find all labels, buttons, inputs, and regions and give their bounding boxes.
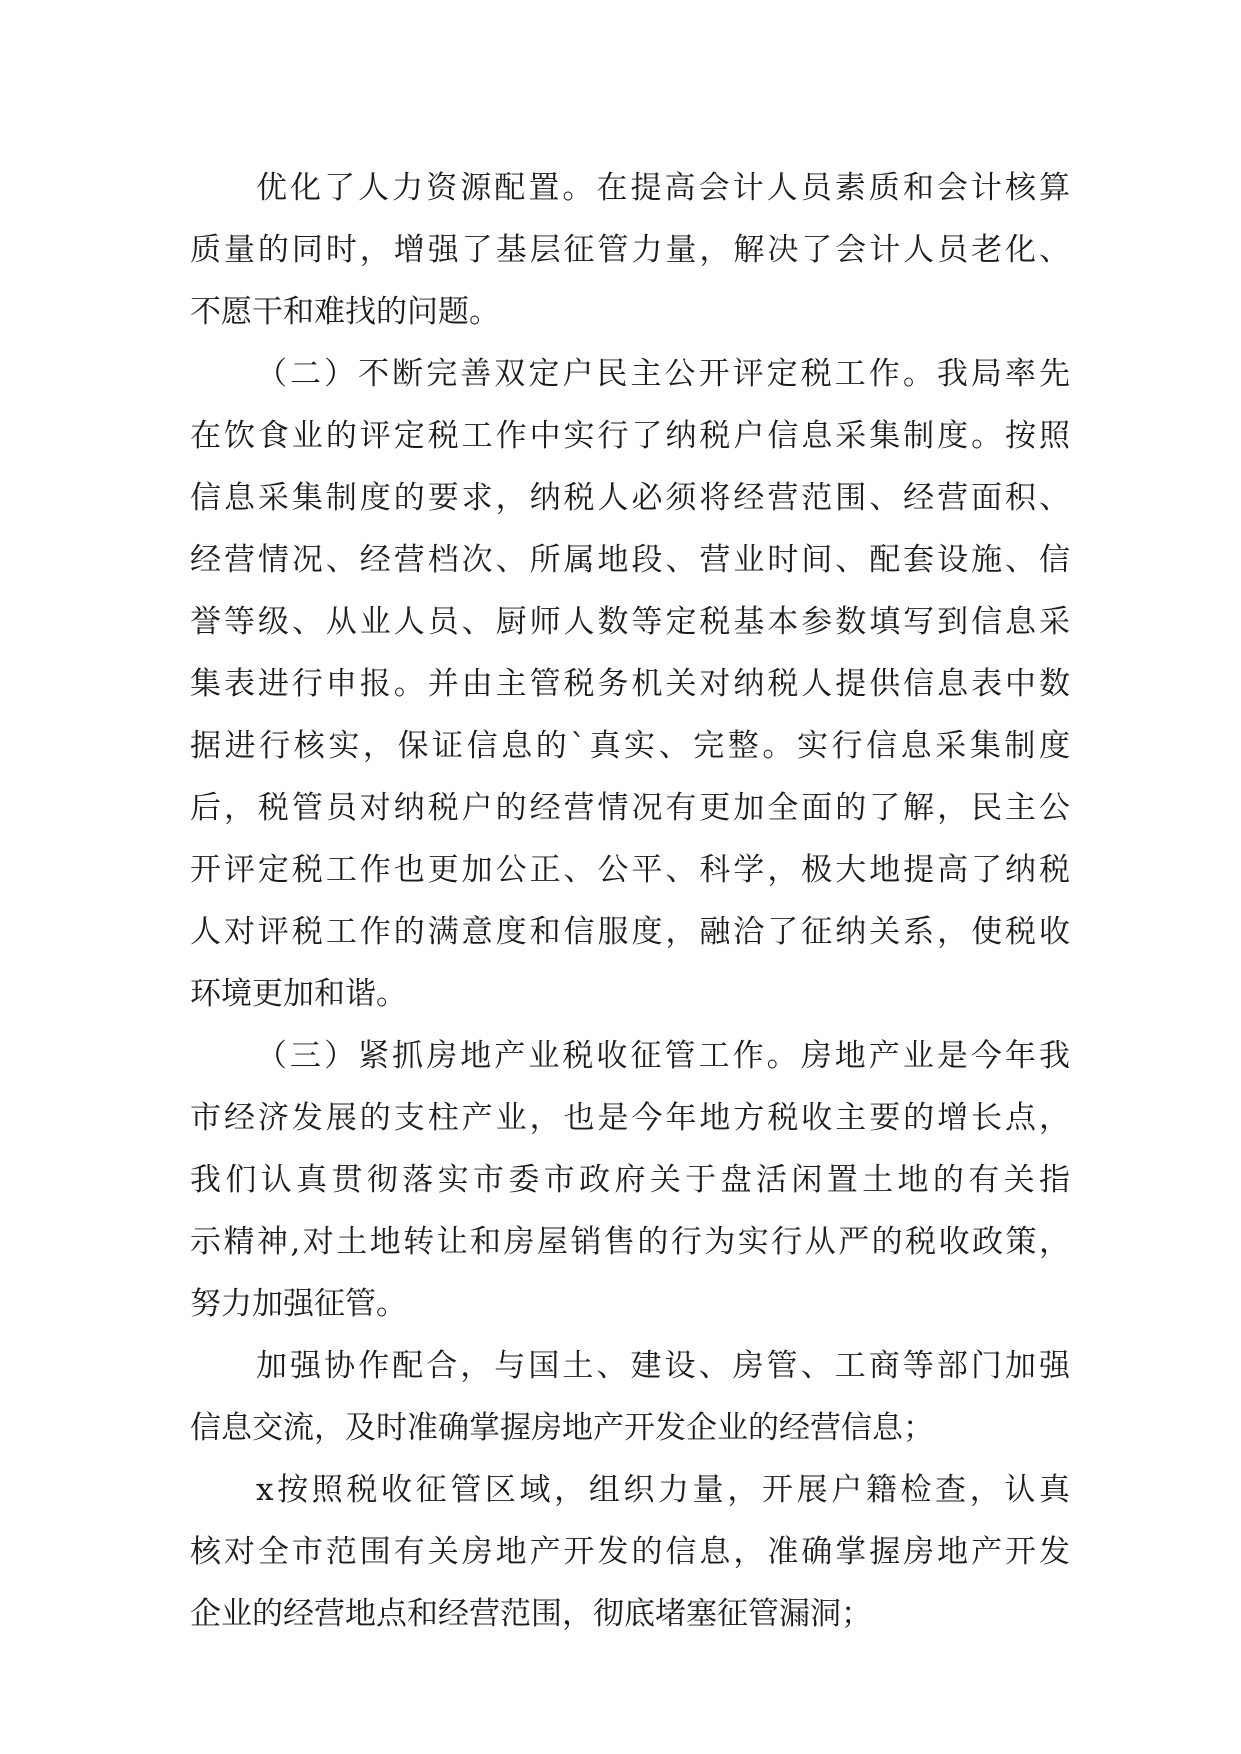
text-line: 信息交流，及时准确掌握房地产开发企业的经营信息； [190, 1410, 934, 1446]
text-line: 据进行核实，保证信息的`真实、完整。实行信息采集制度 [190, 728, 1070, 764]
text-line: 加强协作配合，与国土、建设、房管、工商等部门加强 [256, 1348, 1070, 1384]
text-line: 在饮食业的评定税工作中实行了纳税户信息采集制度。按照 [190, 418, 1070, 454]
paragraph-3 [190, 1025, 1070, 1335]
text-line: 集表进行申报。并由主管税务机关对纳税人提供信息表中数 [190, 666, 1070, 702]
document-body [190, 157, 1070, 1645]
text-line: （三）紧抓房地产业税收征管工作。房地产业是今年我 [256, 1038, 1070, 1074]
paragraph-2 [190, 343, 1070, 1025]
text-line: 誉等级、从业人员、厨师人数等定税基本参数填写到信息采 [190, 604, 1070, 640]
text-line: 环境更加和谐。 [190, 976, 407, 1012]
text-line: 优化了人力资源配置。在提高会计人员素质和会计核算 [256, 170, 1070, 206]
text-line: 不愿干和难找的问题。 [190, 294, 500, 330]
text-line: 市经济发展的支柱产业，也是今年地方税收主要的增长点， [190, 1100, 1070, 1136]
paragraph-5 [190, 1459, 1070, 1645]
text-line: 人对评税工作的满意度和信服度，融洽了征纳关系，使税收 [190, 914, 1070, 950]
text-line: 我们认真贯彻落实市委市政府关于盘活闲置土地的有关指 [190, 1162, 1070, 1198]
text-line: 后，税管员对纳税户的经营情况有更加全面的了解，民主公 [190, 790, 1070, 826]
text-line: 质量的同时，增强了基层征管力量，解决了会计人员老化、 [190, 232, 1070, 268]
text-line: 开评定税工作也更加公正、公平、科学，极大地提高了纳税 [190, 852, 1070, 888]
text-line: 努力加强征管。 [190, 1286, 407, 1322]
text-line: 示精神,对土地转让和房屋销售的行为实行从严的税收政策， [190, 1224, 1070, 1260]
text-line: （二）不断完善双定户民主公开评定税工作。我局率先 [256, 356, 1070, 392]
paragraph-4 [190, 1335, 1070, 1459]
text-line: 信息采集制度的要求，纳税人必须将经营范围、经营面积、 [190, 480, 1070, 516]
paragraph-1 [190, 157, 1070, 343]
text-line: 企业的经营地点和经营范围，彻底堵塞征管漏洞； [190, 1596, 872, 1632]
text-line: x按照税收征管区域，组织力量，开展户籍检查，认真 [256, 1472, 1070, 1508]
text-line: 核对全市范围有关房地产开发的信息，准确掌握房地产开发 [190, 1534, 1070, 1570]
text-line: 经营情况、经营档次、所属地段、营业时间、配套设施、信 [190, 542, 1070, 578]
